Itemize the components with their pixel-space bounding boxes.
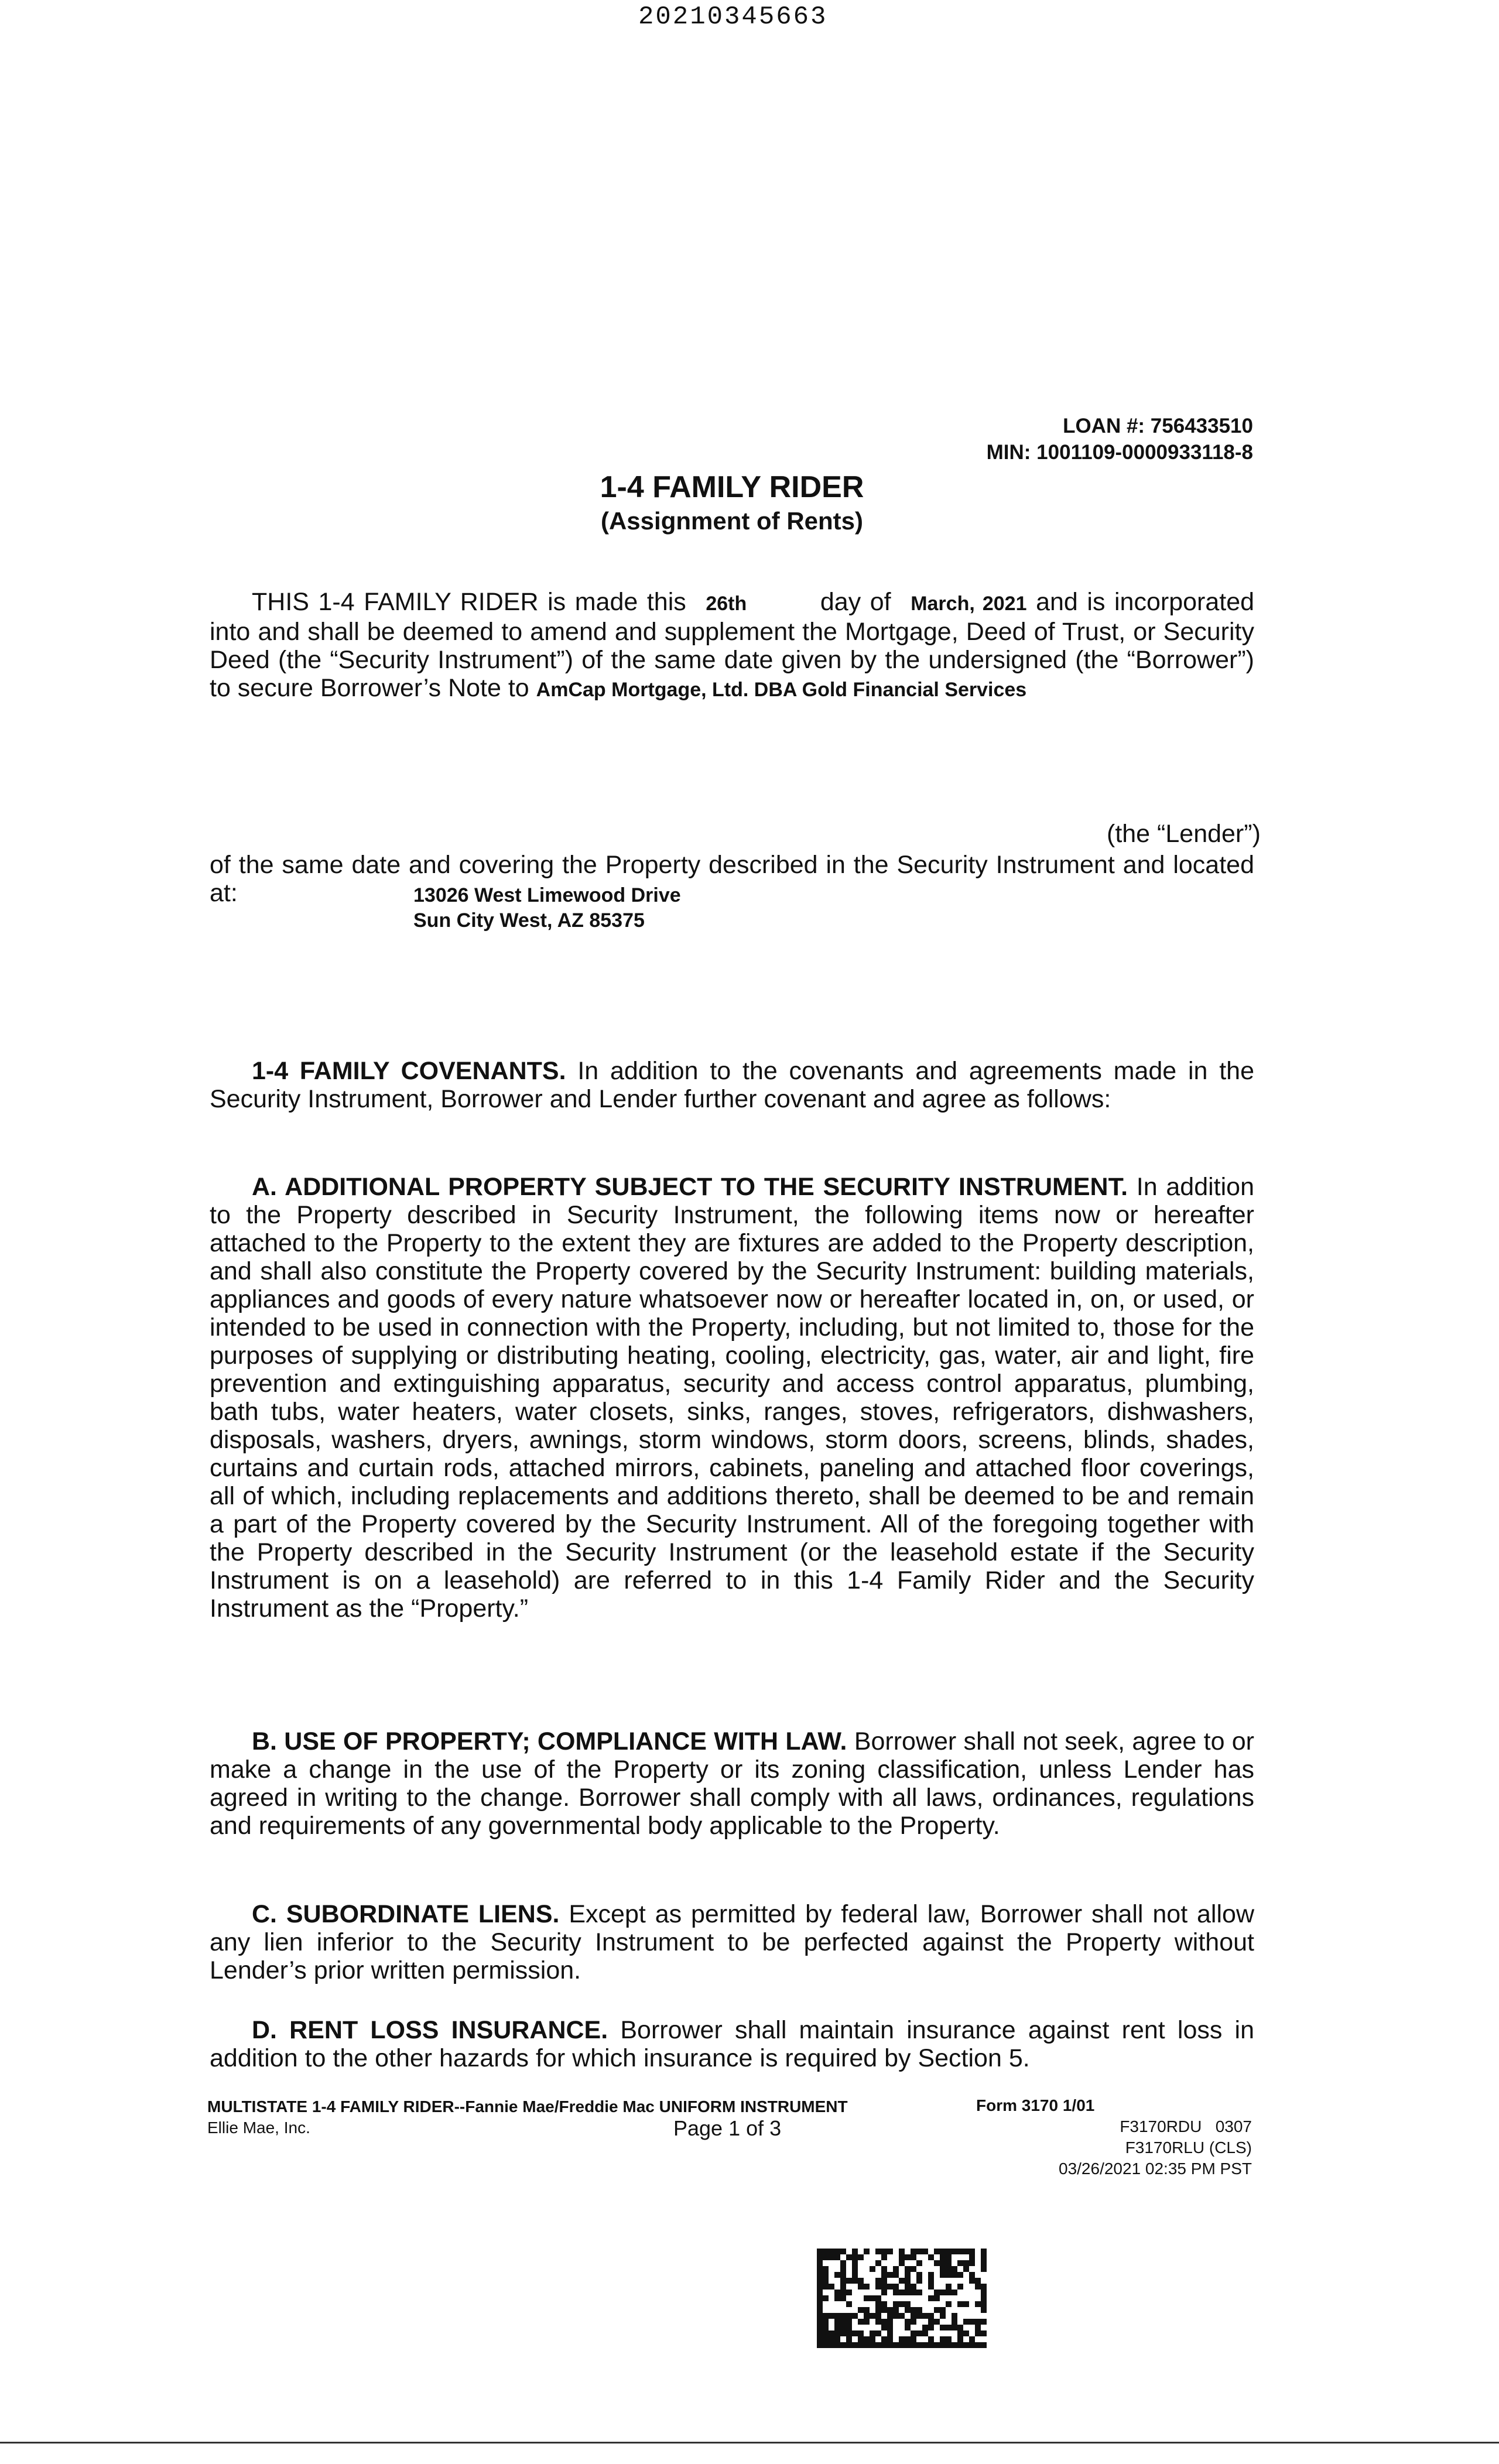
page-subtitle: (Assignment of Rents) — [600, 507, 863, 535]
min-number: MIN: 1001109-0000933118-8 — [986, 441, 1253, 464]
document-number: 20210345663 — [638, 2, 828, 32]
page-title: 1-4 FAMILY RIDER — [600, 470, 864, 504]
footer-codes — [1059, 2116, 1252, 2179]
lender-name: AmCap Mortgage, Ltd. DBA Gold Financial Services — [536, 679, 1027, 701]
section-d-heading: D. RENT LOSS INSURANCE. — [252, 2016, 608, 2044]
section-b-text: Borrower shall not seek, agree to or make a change in the use of the Property or its zoning classification, unless Lender has agreed in writing to the change. Borrower shall comply with all laws, ordinances, regulations and requirements of any governmental body applicable to the Property. — [210, 1727, 1255, 1840]
intro-text-2: day of — [820, 588, 891, 616]
footer-code-1: F3170RDU 0307 — [1120, 2117, 1252, 2136]
section-c-heading: C. SUBORDINATE LIENS. — [252, 1900, 560, 1928]
section-b — [210, 1727, 1254, 1840]
intro-paragraph — [210, 588, 1254, 704]
property-address-line2: Sun City West, AZ 85375 — [413, 909, 645, 932]
footer-vendor: Ellie Mae, Inc. — [207, 2119, 310, 2137]
footer-form-number: Form 3170 1/01 — [976, 2096, 1095, 2114]
rider-date: March, 2021 — [911, 593, 1027, 615]
section-d — [210, 2016, 1254, 2072]
intro-text-1: THIS 1-4 FAMILY RIDER is made this — [252, 588, 686, 616]
loan-block — [987, 413, 1253, 466]
section-c — [210, 1900, 1254, 1984]
footer-page-number: Page 1 of 3 — [673, 2116, 782, 2140]
section-b-heading: B. USE OF PROPERTY; COMPLIANCE WITH LAW. — [252, 1727, 847, 1755]
lender-label: (the “Lender”) — [1107, 820, 1261, 848]
footer-timestamp: 03/26/2021 02:35 PM PST — [1059, 2160, 1252, 2178]
bottom-rule — [0, 2442, 1499, 2444]
rider-day: 26th — [706, 593, 747, 615]
intro-text-3: and is incorporated into and shall be deemed to amend and supplement the Mortgage, Deed of Trust, or Security Deed (the “Security Instrument”) of the same date given by the undersigned (the “Borrower”) to secure Borrower’s Note to — [210, 588, 1255, 702]
section-a-heading: A. ADDITIONAL PROPERTY SUBJECT TO THE SECURITY INSTRUMENT. — [252, 1173, 1128, 1201]
footer-form-title: MULTISTATE 1-4 FAMILY RIDER--Fannie Mae/Freddie Mac UNIFORM INSTRUMENT — [207, 2097, 848, 2116]
property-paragraph — [210, 851, 1254, 907]
covenants-paragraph — [210, 1057, 1254, 1113]
property-address-line1: 13026 West Limewood Drive — [413, 884, 681, 906]
section-c-text: Except as permitted by federal law, Borrower shall not allow any lien inferior to the Security Instrument to be perfected against the Property without Lender’s prior written permission. — [210, 1900, 1255, 1984]
section-a-text: In addition to the Property described in Security Instrument, the following items now or hereafter attached to the Property to the extent they are fixtures are added to the Property description, and shall also constitute the Property covered by the Security Instrument: building materials, appliances and goods of every nature whatsoever now or hereafter located in, on, or used, or intended to be used in connection with the Property, including, but not limited to, those for the purposes of supplying or distributing heating, cooling, electricity, gas, water, air and light, fire prevention and extinguishing apparatus, security and access control apparatus, plumbing, bath tubs, water heaters, water closets, sinks, ranges, stoves, refrigerators, dishwashers, disposals, washers, dryers, awnings, storm windows, storm doors, screens, blinds, shades, curtains and curtain rods, attached mirrors, cabinets, paneling and attached floor coverings, all of which, including replacements and additions thereto, shall be deemed to be and remain a part of the Property covered by the Security Instrument. All of the foregoing together with the Property described in the Security Instrument (or the leasehold estate if the Security Instrument is on a leasehold) are referred to in this 1-4 Family Rider and the Security Instrument as the “Property.” — [210, 1173, 1255, 1623]
section-d-text: Borrower shall maintain insurance against rent loss in addition to the other hazards for which insurance is required by Section 5. — [210, 2016, 1255, 2072]
barcode-2d — [817, 2249, 987, 2348]
section-a — [210, 1173, 1254, 1623]
loan-number: LOAN #: 756433510 — [1063, 415, 1253, 437]
covenants-text: In addition to the covenants and agreements made in the Security Instrument, Borrower and Lender further covenant and agree as follows: — [210, 1057, 1254, 1113]
footer-code-2: F3170RLU (CLS) — [1125, 2138, 1252, 2157]
covenants-heading: 1-4 FAMILY COVENANTS. — [252, 1057, 566, 1085]
property-text: of the same date and covering the Property described in the Security Instrument and located at: — [210, 851, 1254, 907]
title-block — [550, 468, 913, 536]
